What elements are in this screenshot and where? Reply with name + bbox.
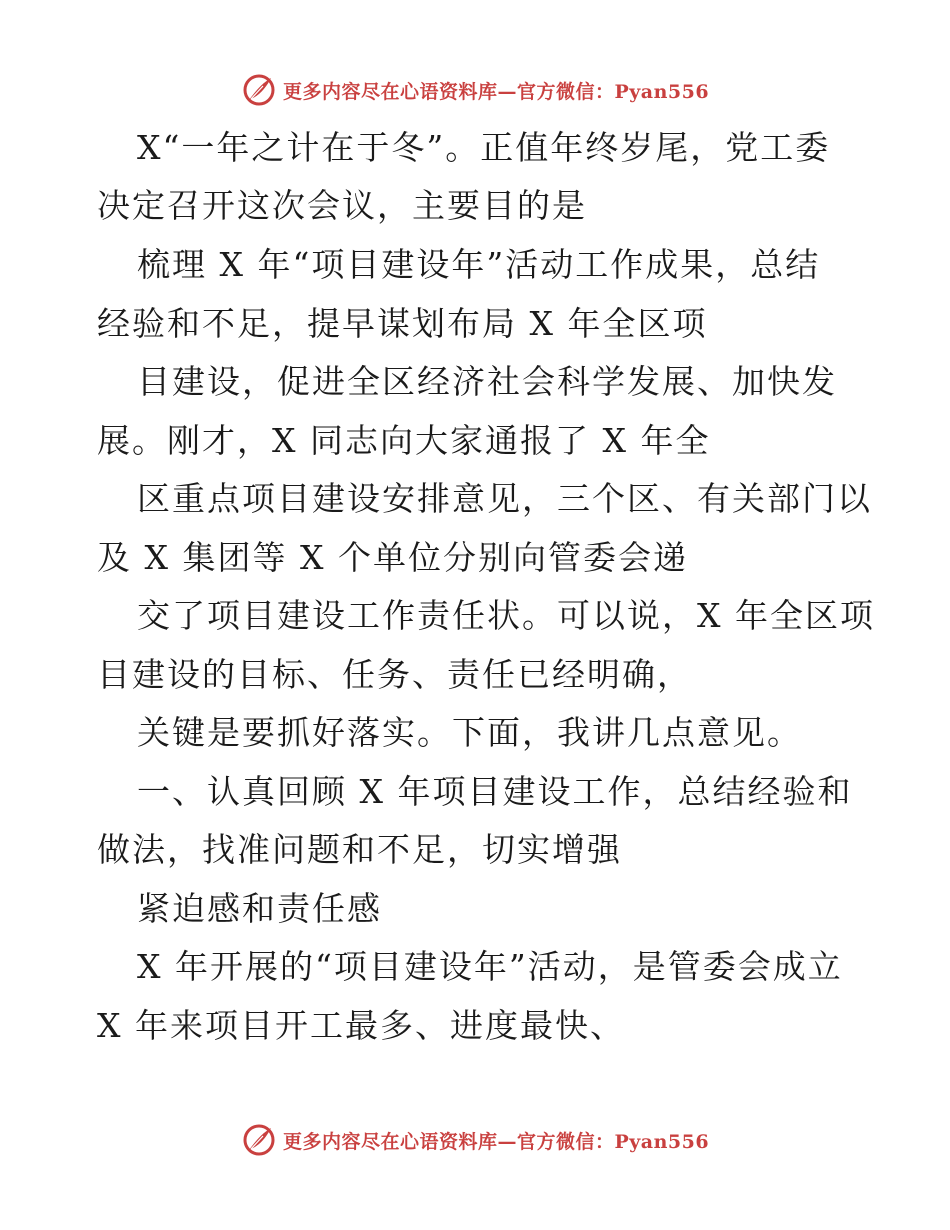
text-line: X 年开展的“项目建设年”活动，是管委会成立 xyxy=(137,947,843,986)
feather-pen-circle-icon xyxy=(241,1122,277,1158)
text-line: X 年来项目开工最多、进度最快、 xyxy=(97,1006,625,1045)
text-line: 及 X 集团等 X 个单位分别向管委会递 xyxy=(97,538,688,577)
text-line: 梳理 X 年“项目建设年”活动工作成果，总结 xyxy=(137,245,821,284)
text-line: 目建设，促进全区经济社会科学发展、加快发 xyxy=(137,362,837,401)
text-line: 交了项目建设工作责任状。可以说，X 年全区项 xyxy=(137,596,875,635)
text-line: 目建设的目标、任务、责任已经明确， xyxy=(97,655,692,694)
text-line: 经验和不足，提早谋划布局 X 年全区项 xyxy=(97,304,708,343)
text-line: 展。刚才，X 同志向大家通报了 X 年全 xyxy=(97,421,711,460)
text-line: 一、认真回顾 X 年项目建设工作，总结经验和 xyxy=(137,772,853,811)
text-line: 关键是要抓好落实。下面，我讲几点意见。 xyxy=(137,713,802,752)
text-line: 做法，找准问题和不足，切实增强 xyxy=(97,830,622,869)
watermark-text: 更多内容尽在心语资料库—官方微信：Pyan556 xyxy=(282,1130,710,1153)
watermark-text: 更多内容尽在心语资料库—官方微信：Pyan556 xyxy=(282,80,710,103)
text-line: 决定召开这次会议，主要目的是 xyxy=(97,186,587,225)
text-line: 紧迫感和责任感 xyxy=(137,889,382,928)
text-line: X“一年之计在于冬”。正值年终岁尾，党工委 xyxy=(137,128,831,167)
text-line: 区重点项目建设安排意见，三个区、有关部门以 xyxy=(137,479,872,518)
watermark-footer xyxy=(0,1120,950,1160)
